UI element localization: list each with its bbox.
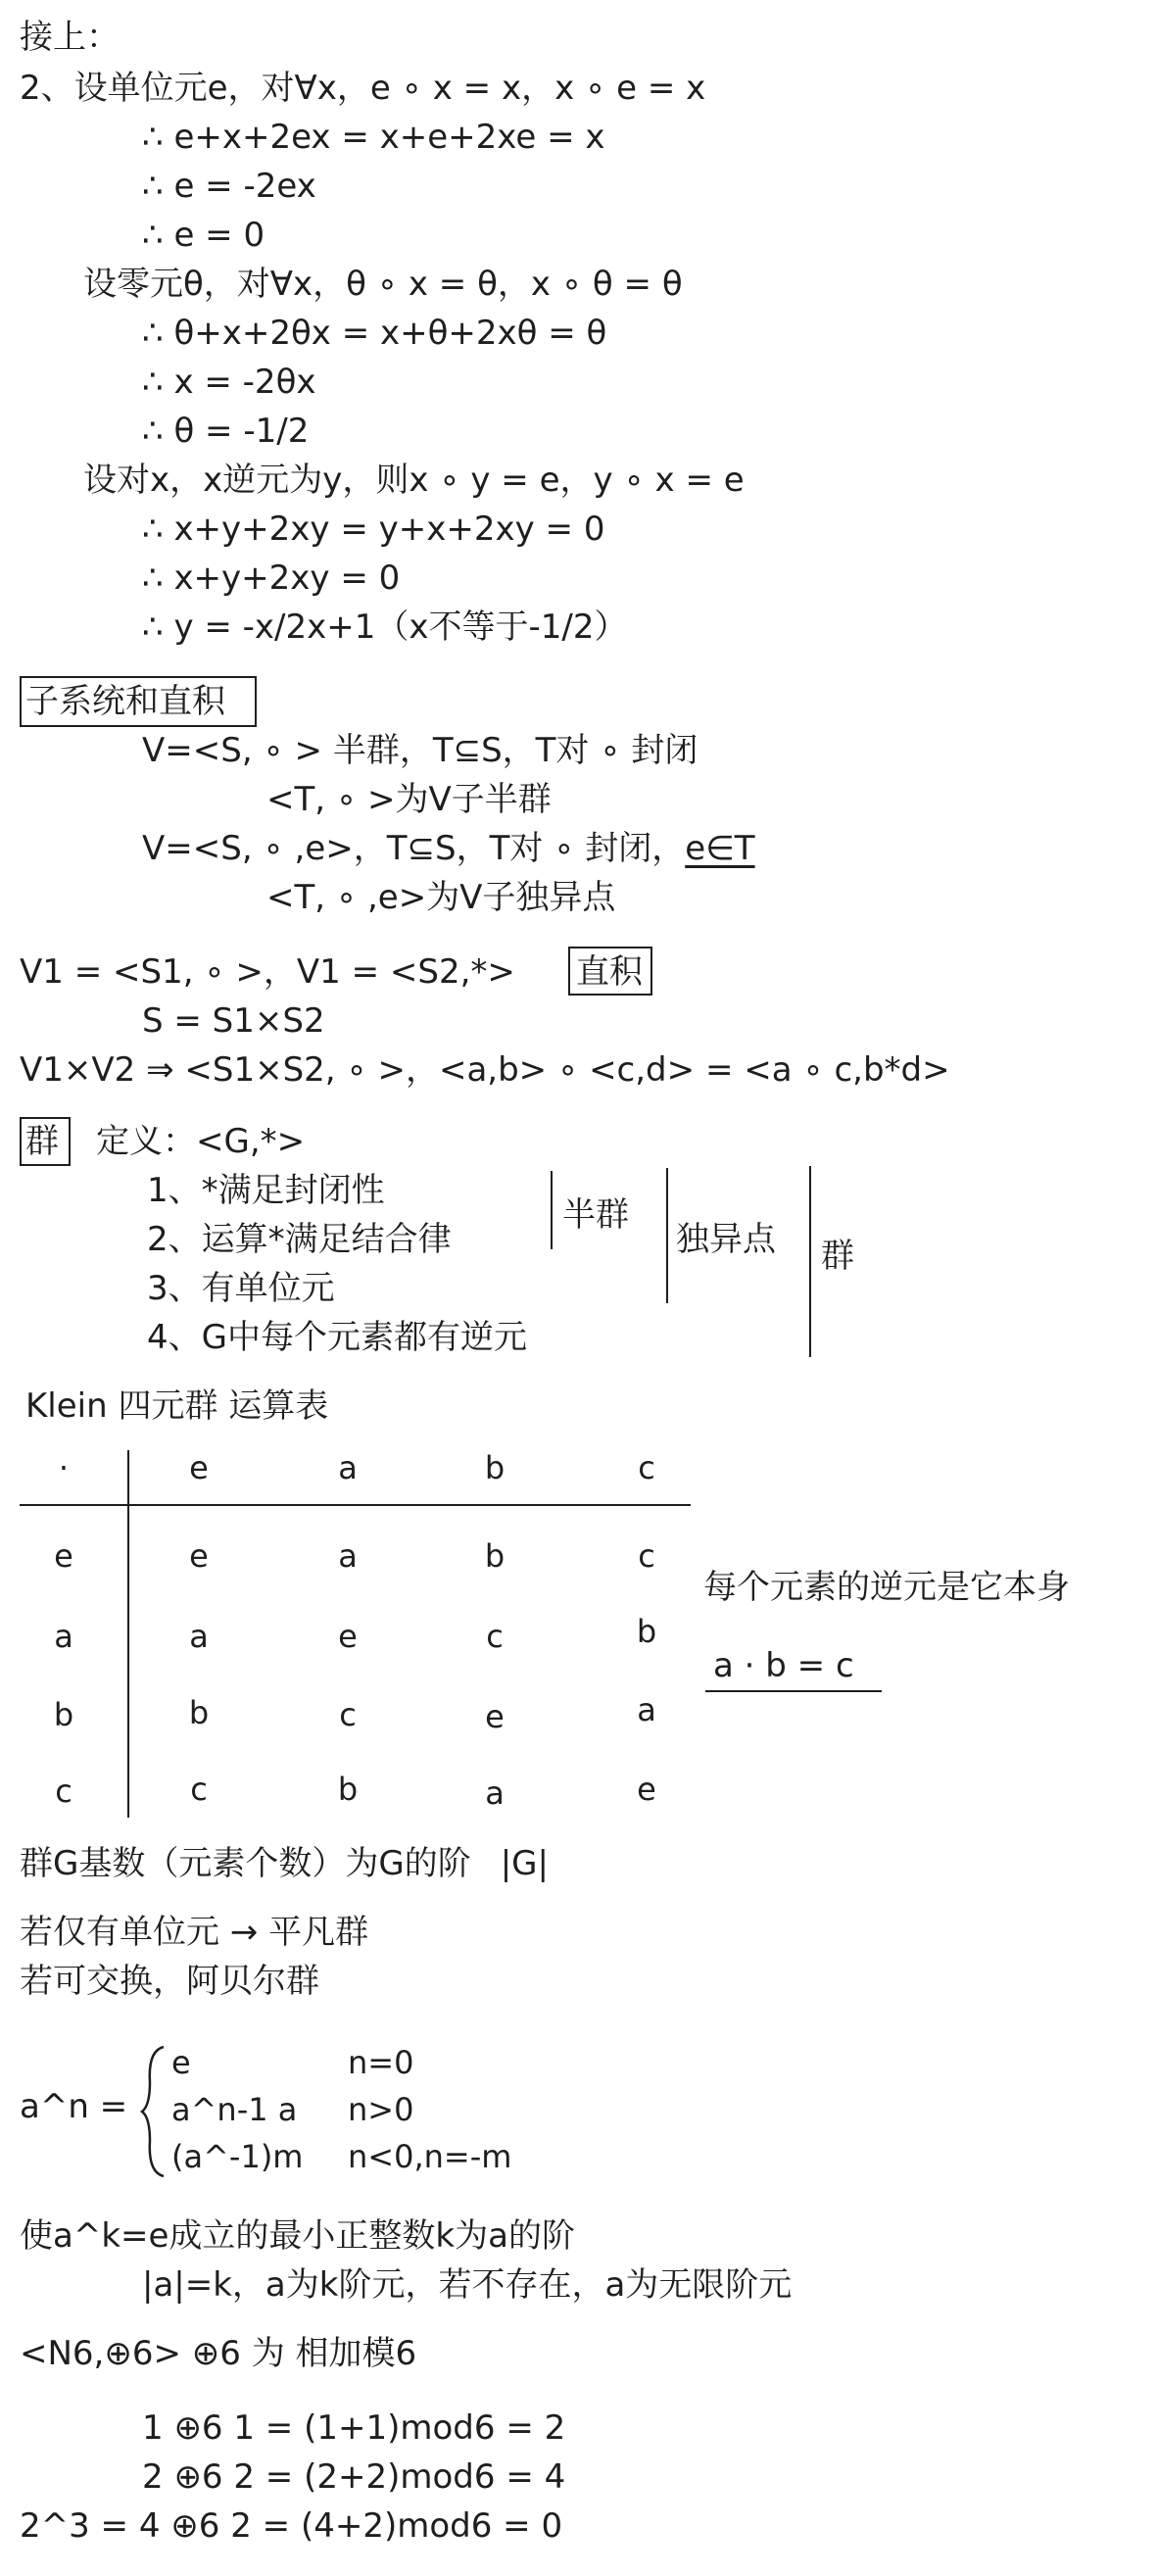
product-note: a · b = c — [713, 1646, 854, 1685]
product-line-2: S = S1×S2 — [142, 1001, 325, 1041]
table-cell: b — [484, 1537, 506, 1575]
case-expr: (a^-1)m — [171, 2138, 304, 2175]
table-row-header-rule — [127, 1450, 129, 1818]
monoid-label: 独异点 — [676, 1220, 776, 1259]
case-expr: e — [171, 2044, 191, 2081]
table-cell: e — [338, 1618, 358, 1655]
table-cell: c — [190, 1771, 208, 1808]
table-cell: a — [485, 1774, 505, 1812]
table-col-header: b — [484, 1449, 506, 1486]
element-order-line-2: |a|=k，a为k阶元，若不存在，a为无限阶元 — [142, 2265, 793, 2305]
table-corner: · — [58, 1449, 70, 1486]
subsystem-line-2: <T, ∘ >为V子半群 — [266, 780, 552, 819]
inverse-note: 每个元素的逆元是它本身 — [703, 1568, 1070, 1607]
zero-line-2: ∴ θ+x+2θx = x+θ+2xθ = θ — [142, 314, 607, 353]
order-line-1: 群G基数（元素个数）为G的阶 |G| — [20, 1844, 549, 1883]
table-col-header: c — [638, 1449, 655, 1486]
power-lhs: a^n = — [20, 2087, 128, 2126]
subsystem-line-1: V=<S, ∘ > 半群，T⊆S，T对 ∘ 封闭 — [142, 731, 698, 770]
table-row-header: e — [54, 1537, 73, 1575]
group-axiom-4: 4、G中每个元素都有逆元 — [147, 1318, 527, 1357]
modular-line-2: 1 ⊕6 1 = (1+1)mod6 = 2 — [142, 2408, 566, 2448]
inverse-line-1: 设对x，x逆元为y，则x ∘ y = e，y ∘ x = e — [83, 461, 745, 500]
table-cell: c — [638, 1537, 655, 1575]
subsystem-line-4: <T, ∘ ,e>为V子独异点 — [266, 878, 616, 917]
table-cell: c — [339, 1696, 357, 1733]
group-label: 群 — [821, 1237, 854, 1276]
inverse-line-4: ∴ y = -x/2x+1（x不等于-1/2） — [142, 608, 628, 647]
group-tag: 群 — [25, 1122, 59, 1161]
product-line-3: V1×V2 ⇒ <S1×S2, ∘ >，<a,b> ∘ <c,d> = <a ∘ c,b*d> — [20, 1050, 950, 1090]
monoid-bracket — [666, 1168, 668, 1303]
modular-line-3: 2 ⊕6 2 = (2+2)mod6 = 4 — [142, 2457, 566, 2497]
modular-line-4: 2^3 = 4 ⊕6 2 = (4+2)mod6 = 0 — [20, 2506, 563, 2546]
table-cell: b — [188, 1694, 210, 1731]
table-cell: b — [337, 1771, 359, 1808]
group-bracket — [809, 1166, 811, 1357]
table-cell: c — [486, 1618, 504, 1655]
subsystem-title: 子系统和直积 — [25, 682, 225, 721]
table-cell: a — [338, 1537, 358, 1575]
direct-product-tag: 直积 — [576, 952, 643, 992]
table-row-header: a — [54, 1618, 73, 1655]
identity-line-4: ∴ e = 0 — [142, 216, 265, 255]
table-col-header: e — [189, 1449, 209, 1486]
cases-brace — [140, 2043, 169, 2180]
table-cell: b — [636, 1613, 657, 1650]
order-line-3: 若可交换，阿贝尔群 — [20, 1962, 319, 2001]
group-definition: 定义：<G,*> — [96, 1122, 306, 1161]
table-cell: e — [189, 1537, 209, 1575]
case-expr: a^n-1 a — [171, 2091, 298, 2128]
semigroup-label: 半群 — [562, 1195, 629, 1235]
klein-title: Klein 四元群 运算表 — [25, 1386, 329, 1426]
zero-line-1: 设零元θ，对∀x，θ ∘ x = θ，x ∘ θ = θ — [83, 265, 683, 304]
group-axiom-2: 2、运算*满足结合律 — [147, 1220, 452, 1259]
element-order-line-1: 使a^k=e成立的最小正整数k为a的阶 — [20, 2216, 575, 2256]
group-axiom-1: 1、*满足封闭性 — [147, 1171, 385, 1210]
group-axiom-3: 3、有单位元 — [147, 1269, 335, 1308]
table-header-rule — [20, 1504, 691, 1506]
identity-line-3: ∴ e = -2ex — [142, 167, 316, 206]
inverse-line-3: ∴ x+y+2xy = 0 — [142, 559, 401, 598]
table-row-header: b — [53, 1696, 74, 1733]
case-condition: n<0,n=-m — [348, 2138, 512, 2175]
semigroup-bracket — [551, 1171, 553, 1249]
case-condition: n=0 — [348, 2044, 414, 2081]
subsystem-line-3: V=<S, ∘ ,e>，T⊆S，T对 ∘ 封闭，e∈T — [142, 829, 755, 868]
table-cell: e — [485, 1698, 505, 1735]
continued-label: 接上： — [20, 18, 120, 57]
table-row-header: c — [55, 1773, 72, 1810]
table-col-header: a — [338, 1449, 358, 1486]
modular-line-1: <N6,⊕6> ⊕6 为 相加模6 — [20, 2334, 417, 2373]
product-line-1: V1 = <S1, ∘ >，V1 = <S2,*> — [20, 952, 515, 992]
identity-line-2: ∴ e+x+2ex = x+e+2xe = x — [142, 118, 605, 157]
inverse-line-2: ∴ x+y+2xy = y+x+2xy = 0 — [142, 510, 605, 549]
zero-line-3: ∴ x = -2θx — [142, 363, 316, 402]
table-cell: a — [637, 1691, 656, 1728]
table-cell: a — [189, 1618, 209, 1655]
zero-line-4: ∴ θ = -1/2 — [142, 412, 310, 451]
case-condition: n>0 — [348, 2091, 414, 2128]
order-line-2: 若仅有单位元 → 平凡群 — [20, 1913, 369, 1952]
identity-line-1: 2、设单位元e，对∀x，e ∘ x = x，x ∘ e = x — [20, 69, 706, 108]
table-cell: e — [637, 1771, 656, 1808]
product-note-underline — [705, 1690, 882, 1692]
